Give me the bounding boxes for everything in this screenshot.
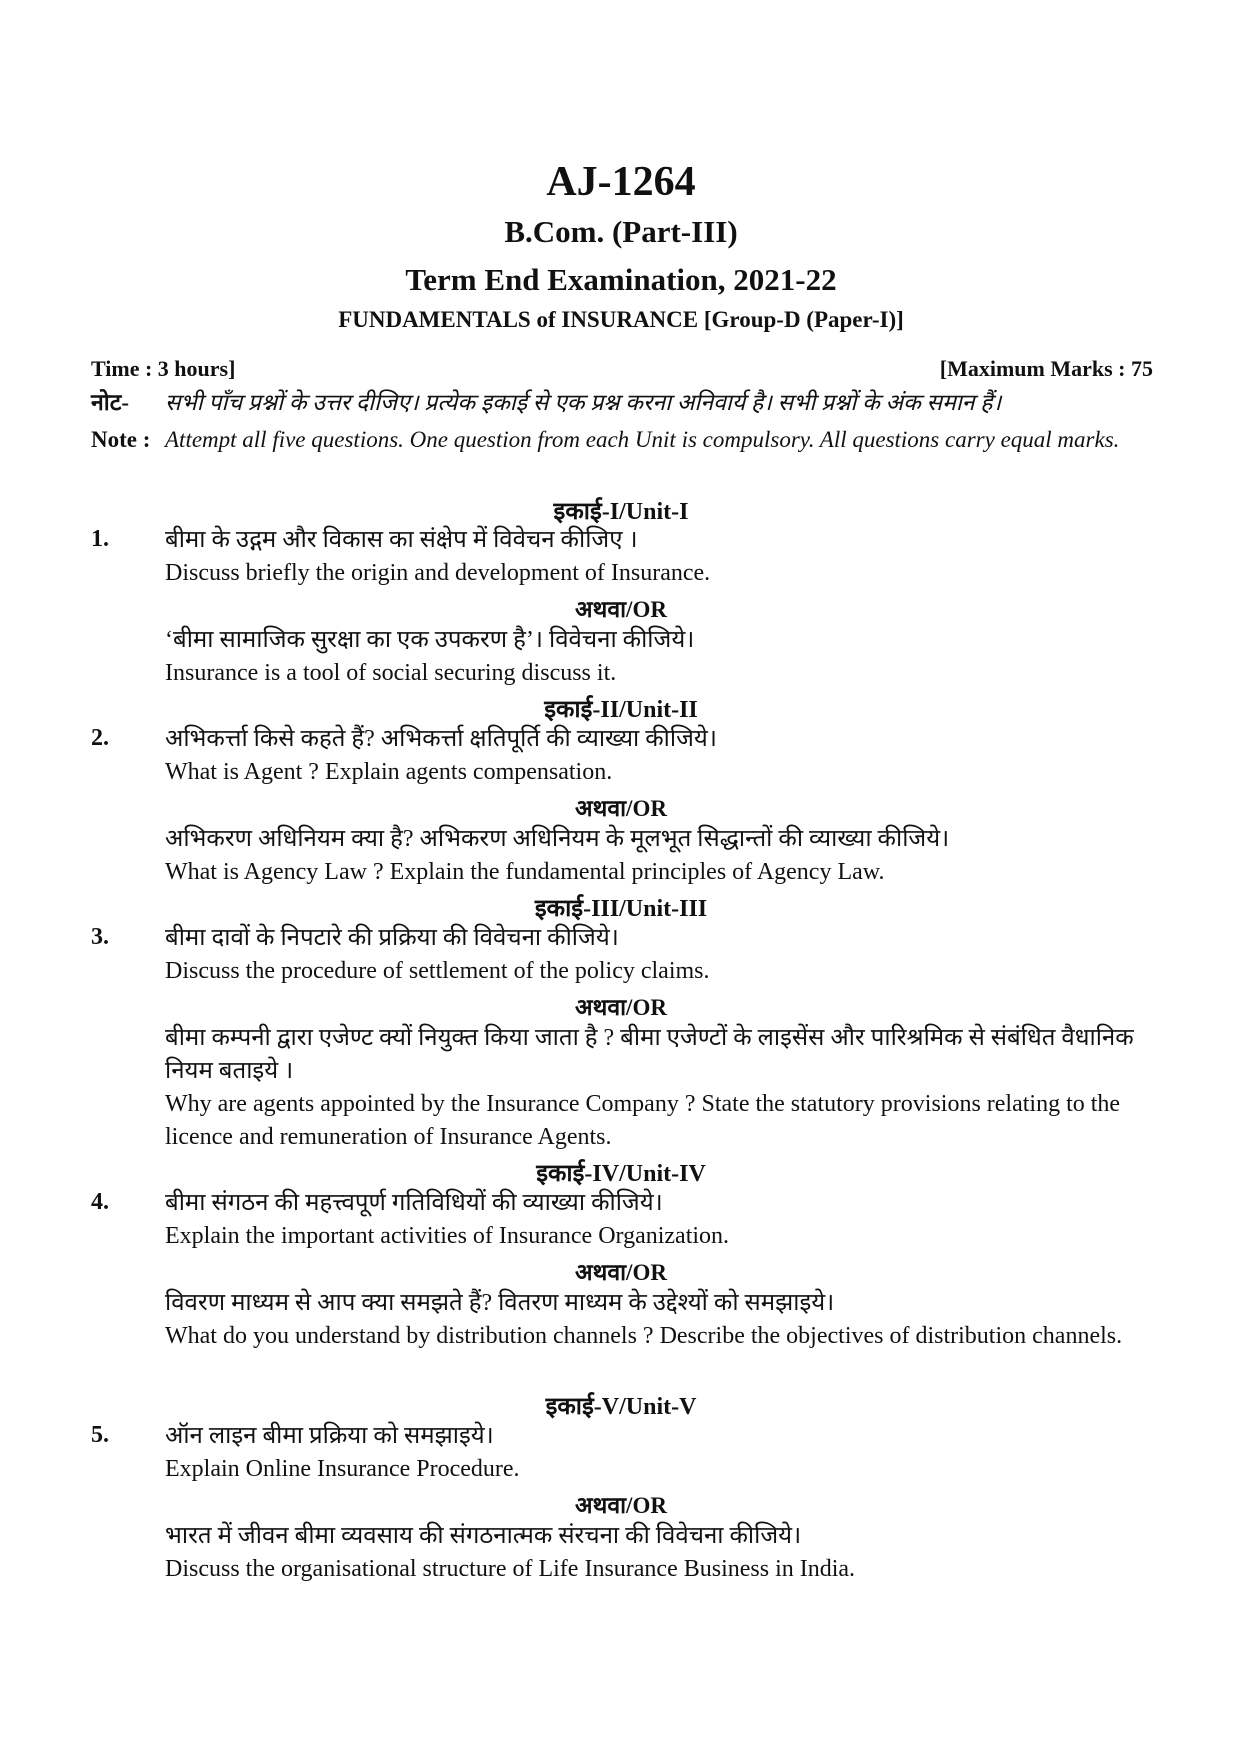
question-english: Discuss briefly the origin and development of Insurance.: [165, 560, 711, 586]
exam-title: Term End Examination, 2021-22: [405, 262, 837, 297]
or-separator: अथवा/OR: [575, 796, 667, 821]
alternative-question-hindi: भारत में जीवन बीमा व्यवसाय की संगठनात्मक संरचना की विवेचना कीजिये।: [165, 1523, 802, 1549]
note-english-label: Note :: [91, 427, 151, 452]
alternative-question-hindi: बीमा कम्पनी द्वारा एजेण्ट क्यों नियुक्त किया जाता है ? बीमा एजेण्टों के लाइसेंस और पारिश्रमिक से संबंधित वैधानिक नियम बताइये ।: [165, 1025, 1134, 1084]
question-number: 3.: [91, 924, 109, 950]
unit-heading: इकाई-II/Unit-II: [544, 697, 698, 723]
note-hindi-text: सभी पाँच प्रश्नों के उत्तर दीजिए। प्रत्येक इकाई से एक प्रश्न करना अनिवार्य है। सभी प्रश्नों के अंक समान हैं।: [165, 390, 1002, 415]
note-hindi-label: नोट-: [91, 390, 129, 415]
paper-code: AJ-1264: [546, 159, 696, 205]
or-separator: अथवा/OR: [575, 1493, 667, 1518]
alternative-question-hindi: अभिकरण अधिनियम क्या है? अभिकरण अधिनियम के मूलभूत सिद्धान्तों की व्याख्या कीजिये।: [165, 826, 950, 852]
time-allowed: Time : 3 hours]: [91, 356, 236, 381]
question-hindi: बीमा के उद्गम और विकास का संक्षेप में विवेचन कीजिए ।: [165, 527, 638, 553]
paper-title: FUNDAMENTALS of INSURANCE [Group-D (Paper-I)]: [338, 307, 904, 332]
alternative-question-english: What do you understand by distribution channels ? Describe the objectives of distribution channels.: [165, 1323, 1123, 1349]
alternative-question-english: Why are agents appointed by the Insurance Company ? State the statutory provisions relating to the licence and remuneration of Insurance Agents.: [165, 1091, 1121, 1150]
alternative-question-hindi: ‘बीमा सामाजिक सुरक्षा का एक उपकरण है’। विवेचना कीजिये।: [165, 627, 695, 653]
question-english: Explain the important activities of Insurance Organization.: [165, 1223, 730, 1249]
question-english: Discuss the procedure of settlement of the policy claims.: [165, 958, 710, 984]
question-number: 1.: [91, 526, 109, 552]
unit-heading: इकाई-IV/Unit-IV: [536, 1161, 706, 1187]
alternative-question-english: Insurance is a tool of social securing discuss it.: [165, 660, 617, 686]
course-title: B.Com. (Part-III): [504, 214, 738, 249]
note-english: [91, 424, 1151, 456]
or-separator: अथवा/OR: [575, 995, 667, 1020]
alternative-question-hindi: विवरण माध्यम से आप क्या समझते हैं? वितरण माध्यम के उद्देश्यों को समझाइये।: [165, 1290, 835, 1316]
question-english: What is Agent ? Explain agents compensation.: [165, 759, 613, 785]
alternative-question-english: Discuss the organisational structure of Life Insurance Business in India.: [165, 1556, 856, 1582]
unit-heading: इकाई-V/Unit-V: [545, 1394, 697, 1420]
question-number: 5.: [91, 1422, 109, 1448]
or-separator: अथवा/OR: [575, 597, 667, 622]
unit-heading: इकाई-III/Unit-III: [534, 896, 708, 922]
question-hindi: अभिकर्त्ता किसे कहते हैं? अभिकर्त्ता क्षतिपूर्ति की व्याख्या कीजिये।: [165, 726, 717, 752]
note-hindi: [91, 387, 1151, 419]
or-separator: अथवा/OR: [575, 1260, 667, 1285]
question-english: Explain Online Insurance Procedure.: [165, 1456, 520, 1482]
note-english-text: Attempt all five questions. One question from each Unit is compulsory. All questions carry equal marks.: [165, 427, 1120, 452]
question-hindi: बीमा संगठन की महत्त्वपूर्ण गतिविधियों की व्याख्या कीजिये।: [165, 1190, 663, 1216]
unit-heading: इकाई-I/Unit-I: [553, 499, 689, 525]
question-hindi: ऑन लाइन बीमा प्रक्रिया को समझाइये।: [165, 1423, 494, 1449]
question-number: 4.: [91, 1189, 109, 1215]
question-number: 2.: [91, 725, 109, 751]
question-hindi: बीमा दावों के निपटारे की प्रक्रिया की विवेचना कीजिये।: [165, 925, 619, 951]
alternative-question-english: What is Agency Law ? Explain the fundamental principles of Agency Law.: [165, 859, 885, 885]
maximum-marks: [Maximum Marks : 75: [939, 356, 1153, 381]
